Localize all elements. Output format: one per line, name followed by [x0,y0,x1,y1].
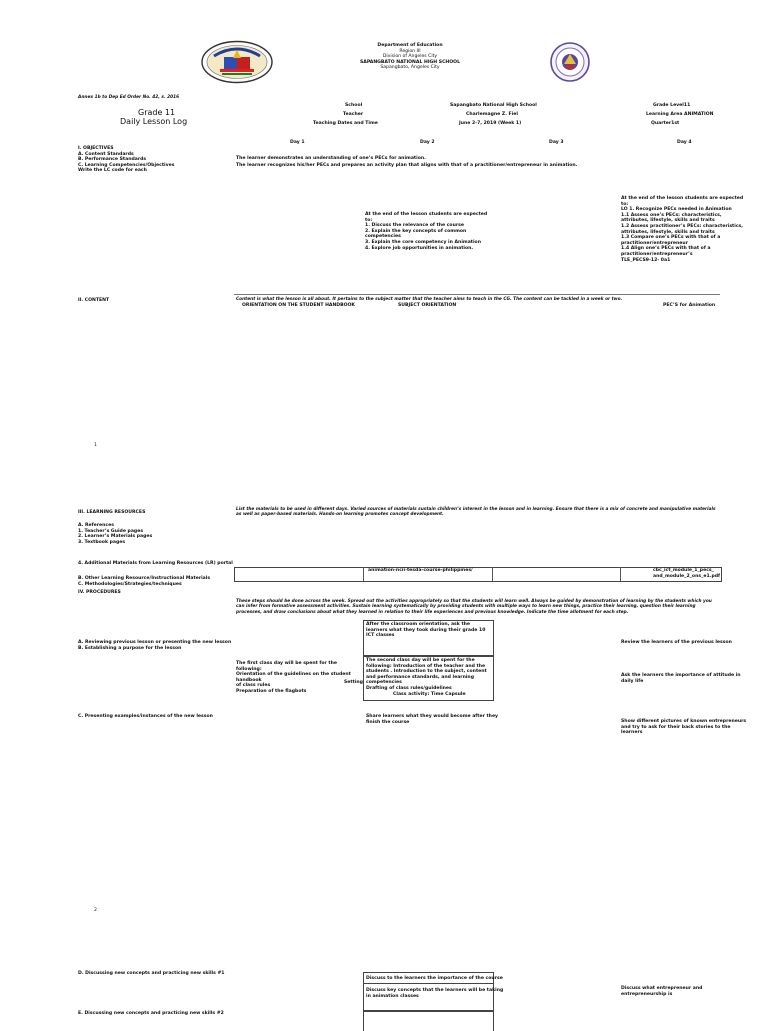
proc-c-day4 [621,719,746,736]
proc-line: Share learners what they would become after they [366,714,499,719]
proc-b-day2 [366,658,487,692]
proc-d-day4 [621,986,702,997]
obj-line: 2. Explain the key concepts of common [365,228,467,234]
proc-line: Ask the learners the importance of attitude in [621,673,741,678]
obj-line: practitioner/entrepreneur [621,240,688,246]
proc-line: Orientation of the guidelines on the student [236,672,351,678]
content-day4: PEC’S for Animation [663,303,716,308]
proc-label: B. Establishing a purpose for the lesson [78,645,182,651]
proc-line: learners [621,730,643,736]
obj-line: TLE_PECS9-12- 0a1 [621,257,671,263]
proc-line: learners what they took during their grade 10 [366,627,486,633]
teacher-value: Charlemagne Z. Fiel [466,112,518,117]
lr-day4 [653,568,720,579]
objectives-item: Write the LC code for each [78,168,147,174]
proc-d-day2-a: Discuss to the learners the importance of the course [366,976,503,981]
lr-day2-link[interactable]: animation-ncii-tesda-course-philippines/ [368,568,473,573]
obj-line: 1.2 Assess practitioner’s PECs: characteristics, [621,223,744,229]
proc-line: Discuss key concepts that the learners will be taking [366,988,504,993]
obj-line: 1.3 Compare one’s PECs with that of a [621,235,721,241]
obj-line: attributes, lifestyle, skills and traits [621,218,715,224]
obj-line: to: [621,201,629,207]
page-number: 2 [94,908,97,913]
proc-line: The first class day will be spent for the [236,661,337,666]
proc-c-day2 [366,714,498,725]
deped-region-logo-right [550,42,590,82]
obj-line: to: [365,217,373,223]
proc-b-day1 [236,661,351,695]
header-line-2: Region III [399,48,421,54]
proc-line: entrepreneurship is [621,991,673,997]
proc-e-label: E. Discussing new concepts and practicing new skills #2 [78,1011,224,1016]
page-number: 1 [94,443,97,448]
content-day2: SUBJECT ORIENTATION [398,303,457,308]
proc-d-label: D. Discussing new concepts and practicing new skills #1 [78,971,225,976]
proc-line: finish the course [366,719,410,725]
resource-item: B. Other Learning Resource/Instructional Materials [78,576,211,581]
procedures-note-text: These steps should be done across the week. Spread out the activities appropriately so that the students will learn well. Always be guided by demonstration of learning by the students which you can infer from formative assessment activities. Sustain learning systematically by providing students with multiple ways to learn new things, practice their learning, question their learning processes, and draw conclusions about what they learned in relation to their life experiences and previous knowledge. Indicate the time allotment for each step. [236,599,712,615]
header-line-1: Department of Education [377,43,443,48]
dates-label: Teaching Dates and Time [313,121,378,126]
objectives-item: B. Performance Standards [78,157,147,163]
obj-line: 3. Explain the core competency in Animation [365,239,481,245]
proc-line: Show different pictures of known entrepreneurs [621,719,747,724]
proc-line: Drafting of class rules/guidelines [366,685,452,691]
resources-note [236,507,718,518]
content-divider [234,294,720,295]
quarter: Quarter1st [651,121,680,126]
resource-item: 4. Additional Materials from Learning Resources (LR) portal [78,561,233,566]
content-heading: II. CONTENT [78,298,110,303]
proc-a-b-labels [78,640,231,651]
objectives-heading: I. OBJECTIVES [78,146,114,151]
resources-heading: III. LEARNING RESOURCES [78,510,146,515]
proc-line: following: [236,666,262,672]
lr-day4-link[interactable]: and_module_2_ons_e1.pdf [653,573,721,579]
procedures-note [236,599,720,615]
lr-divider [492,567,493,581]
content-note: Content is what the lesson is all about. It pertains to the subject matter that the teacher aims to teach in the CG. The content can be tackled in a week or two. [236,297,623,302]
proc-line: competencies [366,680,402,686]
objectives-day2 [365,212,487,251]
proc-a-day4: Review the learners of the previous lesson [621,640,732,645]
content-day1: ORIENTATION ON THE STUDENT HANDBOOK [242,303,355,308]
obj-line: At the end of the lesson students are expected [365,212,488,217]
header-line-5: Sapangbato, Angeles City [380,65,440,71]
performance-standard-text: The learner recognizes his/her PECs and prepares an activity plan that aligns with that of a practitioner/entrepreneur in animation. [236,163,578,168]
proc-line: of class rules [236,683,271,689]
obj-line: 1. Discuss the relevance of the course [365,223,464,229]
resources-note-text: List the materials to be used in different days. Varied sources of materials sustain children’s interest in the lesson and in learning. Ensure that there is a mix of concrete and manipulative materials as well as paper-based materials. Hands-on learning promotes concept development. [236,507,716,518]
content-standard-text: The learner demonstrates an understanding of one’s PECs for animation. [236,156,426,161]
day-1-header: Day 1 [290,140,305,145]
proc-line: handbook [236,677,262,683]
resource-item: C. Methodologies/Strategies/techniques [78,581,182,587]
learning-area: Learning Area ANIMATION [646,112,714,117]
obj-line: 1.4 Align one’s PECs with that of a [621,246,711,252]
header-line-3: Division of Angeles City [382,54,438,60]
proc-line: and performance standards, and learning [366,674,474,680]
log-title: Daily Lesson Log [120,117,188,126]
deped-region-graphic [550,42,590,82]
other-resources [78,576,210,587]
proc-d-divider [363,983,493,984]
deped-seal-graphic [200,40,274,84]
school-label: School [345,103,363,108]
resource-item: A. References [78,523,114,528]
objectives-item: A. Content Standards [78,151,134,157]
proc-line: ICT classes [366,633,395,639]
annex-note: Annex 1b to Dep Ed Order No. 42, s. 2016 [78,95,180,100]
proc-line: Discuss what entrepreneur and [621,986,703,991]
deped-header [300,43,520,71]
proc-d-day2-b [366,988,503,999]
proc-line: daily life [621,678,644,684]
day-3-header: Day 3 [549,140,564,145]
proc-line: and try to ask for their back stories to the [621,724,731,730]
deped-seal-logo-left [200,40,274,84]
obj-line: LO 1. Recognize PECs needed in Animation [621,207,732,213]
grade-level: Grade Level11 [653,103,691,108]
proc-b-day4 [621,673,741,684]
procedures-heading: IV. PROCEDURES [78,590,121,595]
obj-line: attributes, lifestyle, skills and traits [621,229,715,235]
objectives-day4 [621,196,743,263]
grade-title: Grade 11 [138,108,176,117]
lr-day4-link[interactable]: cbc_ict_module_1_pecs_ [653,568,714,573]
proc-line: in animation classes [366,993,419,999]
obj-line: 4. Explore job opportunities in animation. [365,245,474,251]
resource-item: 1. Teacher’s Guide pages [78,528,144,534]
day-2-header: Day 2 [420,140,435,145]
day-4-header: Day 4 [677,140,692,145]
proc-line: After the classroom orientation, ask the [366,622,471,627]
resource-item: 3. Textbook pages [78,539,126,545]
resources-items [78,523,152,545]
proc-line: following: Introduction of the teacher and the [366,663,486,669]
dates-value: June 2-7, 2019 (Week 1) [459,121,522,126]
proc-b-day1-setting: Setting [344,680,363,685]
resource-item: 2. Learner’s Materials pages [78,534,153,540]
obj-line: competencies [365,234,401,240]
obj-line: practitioner/entrepreneur’s [621,251,693,257]
proc-line: students . Introduction to the subject, content [366,669,487,675]
lr-divider [620,567,621,581]
proc-e-day2-box [363,1010,494,1031]
proc-c-label: C. Presenting examples/instances of the new lesson [78,714,213,719]
obj-line: 1.1 Assess one’s PECs: characteristics, [621,212,722,218]
lr-divider [363,567,364,581]
proc-line: The second class day will be spent for the [366,658,475,663]
proc-label: A. Reviewing previous lesson or presenting the new lesson [78,640,232,645]
lr-portal-box [234,567,722,582]
teacher-label: Teacher [343,112,364,117]
header-line-4: SAPANGBATO NATIONAL HIGH SCHOOL [359,59,461,65]
objectives-item: C. Learning Competencies/Objectives [78,162,175,168]
objectives-labels [78,146,174,174]
proc-a-day2 [366,622,485,639]
proc-b-day2-activity: Class activity: Time Capsule [393,692,466,697]
proc-line: Preparation of the flagbots [236,688,307,694]
obj-line: At the end of the lesson students are expected [621,196,744,201]
school-value: Sapangbato National High School [450,103,537,108]
